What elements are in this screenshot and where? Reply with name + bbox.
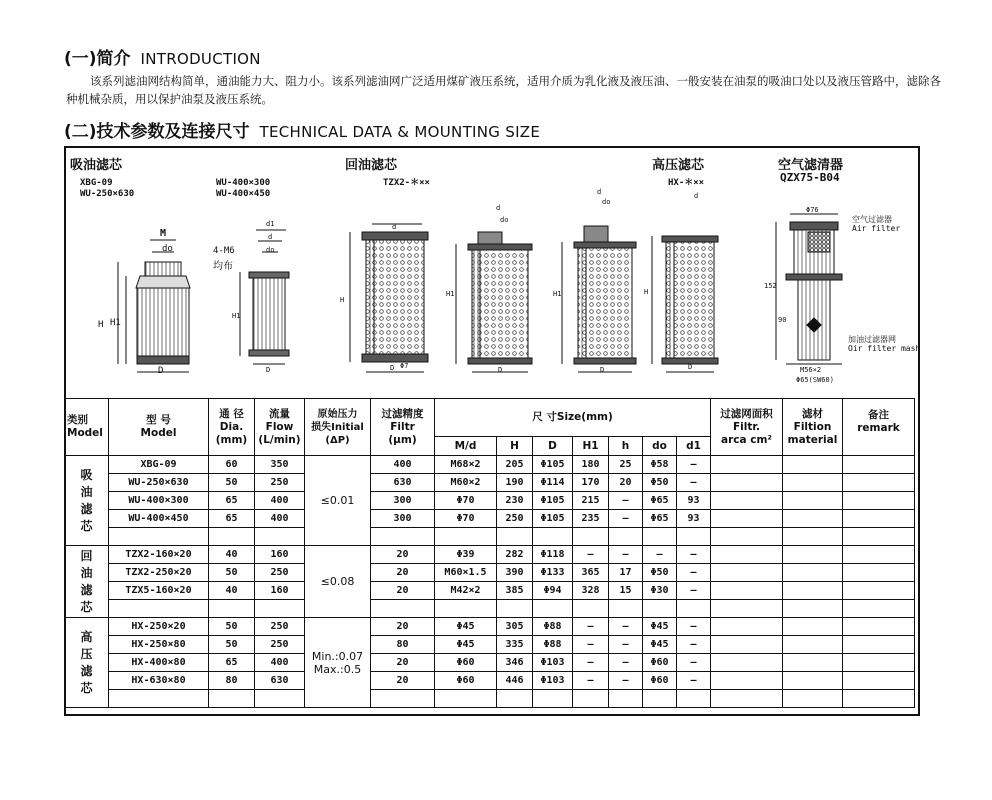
empty-cell: [843, 474, 915, 492]
cell-h: –: [609, 636, 643, 654]
cell-do: Φ60: [643, 672, 677, 690]
empty-cell: [711, 654, 783, 672]
label-D-3: D: [390, 364, 395, 372]
empty-cell: [783, 618, 843, 636]
drawing-return-1: [350, 224, 428, 372]
empty-cell: [711, 618, 783, 636]
cell-d1: –: [677, 456, 711, 474]
cell-flow: 250: [255, 474, 305, 492]
cell-filtr: 300: [371, 492, 435, 510]
cell-h: –: [609, 654, 643, 672]
drawing-return-2: [456, 232, 532, 372]
cell-do: Φ60: [643, 654, 677, 672]
cell-d1: –: [677, 654, 711, 672]
label-H-3: H: [340, 296, 345, 304]
label-D-6: D: [688, 363, 693, 371]
cell-do: Φ45: [643, 618, 677, 636]
cell-flow: 400: [255, 510, 305, 528]
section-2-title-en: TECHNICAL DATA & MOUNTING SIZE: [259, 123, 541, 141]
empty-cell: [843, 690, 915, 708]
cell-do: Φ65: [643, 510, 677, 528]
cell-do: –: [643, 546, 677, 564]
empty-cell: [711, 492, 783, 510]
air-filter-title: 空气滤清器: [778, 158, 844, 173]
label-H1-2: H1: [232, 312, 241, 320]
label-d-3: d: [392, 223, 397, 231]
cell-flow: 400: [255, 654, 305, 672]
cell-model: WU-400×450: [109, 510, 209, 528]
cell-do: Φ30: [643, 582, 677, 600]
empty-cell: [711, 564, 783, 582]
empty-cell: [609, 690, 643, 708]
cell-d1: –: [677, 474, 711, 492]
empty-cell: [711, 690, 783, 708]
cell-dia: 65: [209, 492, 255, 510]
blank-row: [65, 528, 915, 546]
header-area: 过滤网面积 Filtr. arca cm²: [711, 399, 783, 456]
empty-cell: [255, 690, 305, 708]
table-row: [65, 510, 915, 528]
cell-H: 190: [497, 474, 533, 492]
empty-cell: [497, 690, 533, 708]
air-filter-model: QZX75-B04: [780, 171, 840, 184]
label-phi65: Φ65(SW60): [796, 376, 834, 384]
cell-md: M60×2: [435, 474, 497, 492]
table-row: [65, 654, 915, 672]
empty-cell: [711, 582, 783, 600]
cell-D: Φ118: [533, 546, 573, 564]
label-H-6: H: [644, 288, 649, 296]
label-phi7: Φ7: [400, 362, 409, 370]
empty-cell: [711, 510, 783, 528]
empty-cell: [109, 690, 209, 708]
blank-row: [65, 690, 915, 708]
empty-cell: [255, 600, 305, 618]
label-air-filter-cn: 空气过滤器: [852, 215, 892, 224]
return-filter-model: TZX2-＊××: [383, 178, 430, 188]
table-row: [65, 636, 915, 654]
cell-D: Φ114: [533, 474, 573, 492]
cell-H: 390: [497, 564, 533, 582]
group-pressure-0: ≤0.01: [305, 456, 371, 546]
label-d-4: d: [496, 204, 501, 212]
label-d-1: d: [268, 233, 273, 241]
cell-h: –: [609, 546, 643, 564]
empty-cell: [711, 474, 783, 492]
empty-cell: [497, 528, 533, 546]
cell-D: Φ105: [533, 510, 573, 528]
suction-models-b: WU-400×300 WU-400×450: [216, 178, 271, 199]
cell-H: 250: [497, 510, 533, 528]
cell-H: 385: [497, 582, 533, 600]
cell-d1: 93: [677, 510, 711, 528]
return-filter-title: 回油滤芯: [345, 158, 398, 173]
cell-h: 15: [609, 582, 643, 600]
cell-filtr: 20: [371, 672, 435, 690]
cell-d1: –: [677, 564, 711, 582]
cell-filtr: 630: [371, 474, 435, 492]
label-90: 90: [778, 316, 787, 324]
cell-D: Φ105: [533, 456, 573, 474]
cell-dia: 50: [209, 564, 255, 582]
header-sub-0: M/d: [435, 437, 497, 456]
empty-cell: [783, 510, 843, 528]
group-name-1: [65, 546, 109, 618]
cell-H1: –: [573, 618, 609, 636]
cell-H1: 180: [573, 456, 609, 474]
empty-cell: [711, 528, 783, 546]
empty-cell: [783, 492, 843, 510]
empty-cell: [609, 528, 643, 546]
empty-cell: [783, 654, 843, 672]
label-do-5: do: [602, 198, 611, 206]
header-filtr: 过滤精度 Filtr (μm): [371, 399, 435, 456]
label-152: 152: [764, 282, 777, 290]
blank-row: [65, 600, 915, 618]
suction-filter-title: 吸油滤芯: [70, 158, 123, 173]
cell-H1: 170: [573, 474, 609, 492]
cell-d1: 93: [677, 492, 711, 510]
label-do-1: do: [162, 244, 173, 254]
label-H1-1: H1: [110, 318, 121, 328]
empty-cell: [209, 528, 255, 546]
cell-h: –: [609, 492, 643, 510]
header-dia: 通 径 Dia. (mm): [209, 399, 255, 456]
cell-filtr: 20: [371, 582, 435, 600]
cell-H1: –: [573, 654, 609, 672]
cell-dia: 50: [209, 618, 255, 636]
header-sub-4: h: [609, 437, 643, 456]
empty-cell: [533, 600, 573, 618]
empty-cell: [783, 528, 843, 546]
empty-cell: [783, 456, 843, 474]
drawing-air-filter: [776, 214, 842, 364]
cell-H: 346: [497, 654, 533, 672]
table-row: [65, 456, 915, 474]
group-name-2: [65, 618, 109, 708]
cell-H1: 235: [573, 510, 609, 528]
table-row: [65, 474, 915, 492]
header-sub-1: H: [497, 437, 533, 456]
cell-flow: 160: [255, 582, 305, 600]
table-row: [65, 618, 915, 636]
cell-dia: 50: [209, 474, 255, 492]
label-D-1: D: [158, 366, 164, 376]
header-flow: 流量 Flow (L/min): [255, 399, 305, 456]
cell-H1: 328: [573, 582, 609, 600]
label-H1-4: H1: [446, 290, 455, 298]
empty-cell: [109, 600, 209, 618]
cell-d1: –: [677, 582, 711, 600]
empty-cell: [209, 690, 255, 708]
cell-H: 282: [497, 546, 533, 564]
cell-filtr: 400: [371, 456, 435, 474]
cell-d1: –: [677, 636, 711, 654]
cell-model: HX-250×20: [109, 618, 209, 636]
spec-table: [64, 398, 915, 708]
cell-D: Φ88: [533, 636, 573, 654]
header-material: 滤材 Filtion material: [783, 399, 843, 456]
empty-cell: [711, 456, 783, 474]
cell-filtr: 300: [371, 510, 435, 528]
table-row: [65, 492, 915, 510]
label-D-4: D: [498, 366, 503, 374]
cell-do: Φ50: [643, 564, 677, 582]
cell-filtr: 20: [371, 546, 435, 564]
cell-h: 17: [609, 564, 643, 582]
table-row: [65, 582, 915, 600]
cell-H1: 365: [573, 564, 609, 582]
empty-cell: [783, 564, 843, 582]
cell-dia: 40: [209, 582, 255, 600]
empty-cell: [843, 600, 915, 618]
empty-cell: [109, 528, 209, 546]
empty-cell: [371, 600, 435, 618]
cell-model: WU-400×300: [109, 492, 209, 510]
drawing-return-3: [562, 226, 636, 372]
empty-cell: [573, 690, 609, 708]
label-bolt: 4-M6: [213, 246, 235, 256]
empty-cell: [843, 636, 915, 654]
intro-paragraph: 该系列滤油网结构简单，通油能力大、阻力小。该系列滤油网广泛适用煤矿液压系统，适用介质为乳化液及液压油、一般安装在油泵的吸油口处以及液压管路中，滤除各种机械杂质，用以保护油泵及液压系统。: [66, 74, 941, 106]
empty-cell: [843, 510, 915, 528]
cell-h: –: [609, 672, 643, 690]
section-2-title-cn: (二)技术参数及连接尺寸: [64, 122, 250, 142]
cell-model: HX-250×80: [109, 636, 209, 654]
cell-model: WU-250×630: [109, 474, 209, 492]
cell-flow: 630: [255, 672, 305, 690]
cell-h: 25: [609, 456, 643, 474]
label-do-4: do: [500, 216, 509, 224]
empty-cell: [783, 672, 843, 690]
pressure-filter-model: HX-＊××: [668, 178, 705, 188]
empty-cell: [843, 672, 915, 690]
label-air-filter-en: Air filter: [852, 224, 901, 233]
empty-cell: [843, 618, 915, 636]
cell-dia: 65: [209, 510, 255, 528]
empty-cell: [677, 690, 711, 708]
section-1-title-en: INTRODUCTION: [140, 50, 261, 68]
cell-flow: 160: [255, 546, 305, 564]
header-sub-2: D: [533, 437, 573, 456]
empty-cell: [783, 582, 843, 600]
label-evenly: 均布: [213, 261, 233, 272]
cell-model: TZX2-250×20: [109, 564, 209, 582]
empty-cell: [533, 690, 573, 708]
cell-model: XBG-09: [109, 456, 209, 474]
table-row: [65, 564, 915, 582]
label-fill-cn: 加油过滤器网: [848, 335, 896, 344]
cell-D: Φ88: [533, 618, 573, 636]
empty-cell: [609, 600, 643, 618]
group-name-text: 回油滤芯: [80, 548, 93, 614]
cell-dia: 50: [209, 636, 255, 654]
cell-D: Φ103: [533, 654, 573, 672]
label-d-6: d: [694, 192, 699, 200]
cell-do: Φ65: [643, 492, 677, 510]
empty-cell: [783, 474, 843, 492]
cell-md: M42×2: [435, 582, 497, 600]
group-pressure-2: Min.:0.07 Max.:0.5: [305, 618, 371, 708]
header-pressure: 原始压力 损失Initial (ΔP): [305, 399, 371, 456]
header-size: 尺 寸Size(mm): [435, 399, 711, 437]
label-H1-5: H1: [553, 290, 562, 298]
group-name-text: 吸油滤芯: [80, 467, 93, 533]
cell-model: TZX5-160×20: [109, 582, 209, 600]
cell-dia: 40: [209, 546, 255, 564]
empty-cell: [573, 528, 609, 546]
empty-cell: [843, 582, 915, 600]
cell-D: Φ94: [533, 582, 573, 600]
empty-cell: [677, 600, 711, 618]
label-fill-en: Oir filter mash: [848, 344, 921, 353]
cell-md: Φ60: [435, 672, 497, 690]
group-name-0: [65, 456, 109, 546]
empty-cell: [711, 546, 783, 564]
label-m56: M56×2: [800, 366, 822, 374]
cell-dia: 60: [209, 456, 255, 474]
empty-cell: [783, 690, 843, 708]
label-d-5: d: [597, 188, 602, 196]
header-sub-5: do: [643, 437, 677, 456]
cell-do: Φ45: [643, 636, 677, 654]
header-row-1: [65, 399, 915, 437]
header-model: 型 号 Model: [109, 399, 209, 456]
cell-md: Φ39: [435, 546, 497, 564]
cell-D: Φ105: [533, 492, 573, 510]
empty-cell: [643, 690, 677, 708]
empty-cell: [497, 600, 533, 618]
empty-cell: [209, 600, 255, 618]
cell-md: Φ45: [435, 618, 497, 636]
empty-cell: [371, 690, 435, 708]
cell-md: Φ70: [435, 492, 497, 510]
cell-flow: 250: [255, 636, 305, 654]
empty-cell: [533, 528, 573, 546]
cell-H: 446: [497, 672, 533, 690]
suction-models-a: XBG-09 WU-250×630: [80, 178, 135, 199]
label-d1: d1: [266, 220, 275, 228]
cell-filtr: 20: [371, 654, 435, 672]
label-M: M: [160, 228, 167, 239]
cell-H1: –: [573, 672, 609, 690]
cell-H: 205: [497, 456, 533, 474]
cell-d1: –: [677, 618, 711, 636]
cell-flow: 350: [255, 456, 305, 474]
empty-cell: [843, 456, 915, 474]
header-remark: 备注 remark: [843, 399, 915, 456]
cell-H: 335: [497, 636, 533, 654]
cell-filtr: 20: [371, 564, 435, 582]
cell-d1: –: [677, 672, 711, 690]
cell-h: –: [609, 510, 643, 528]
label-D-2: D: [266, 366, 271, 374]
cell-flow: 250: [255, 618, 305, 636]
empty-cell: [435, 690, 497, 708]
cell-md: M60×1.5: [435, 564, 497, 582]
cell-H1: 215: [573, 492, 609, 510]
empty-cell: [843, 654, 915, 672]
group-name-text: 高压滤芯: [80, 629, 93, 695]
cell-filtr: 80: [371, 636, 435, 654]
cell-do: Φ58: [643, 456, 677, 474]
cell-H1: –: [573, 546, 609, 564]
cell-flow: 250: [255, 564, 305, 582]
label-D-5: D: [600, 366, 605, 374]
cell-dia: 65: [209, 654, 255, 672]
group-pressure-1: ≤0.08: [305, 546, 371, 618]
cell-model: HX-400×80: [109, 654, 209, 672]
empty-cell: [255, 528, 305, 546]
cell-md: Φ45: [435, 636, 497, 654]
cell-md: M68×2: [435, 456, 497, 474]
empty-cell: [843, 564, 915, 582]
cell-md: Φ70: [435, 510, 497, 528]
empty-cell: [711, 636, 783, 654]
table-row: [65, 546, 915, 564]
label-do-2: do: [266, 246, 275, 254]
cell-do: Φ50: [643, 474, 677, 492]
empty-cell: [371, 528, 435, 546]
cell-D: Φ133: [533, 564, 573, 582]
section-1-title-cn: (一)简介: [64, 49, 131, 69]
cell-D: Φ103: [533, 672, 573, 690]
drawing-pressure: [652, 236, 718, 372]
header-sub-6: d1: [677, 437, 711, 456]
cell-d1: –: [677, 546, 711, 564]
label-H-1: H: [98, 320, 104, 330]
cell-model: HX-630×80: [109, 672, 209, 690]
empty-cell: [643, 600, 677, 618]
empty-cell: [843, 546, 915, 564]
empty-cell: [783, 546, 843, 564]
empty-cell: [435, 528, 497, 546]
empty-cell: [783, 636, 843, 654]
empty-cell: [843, 528, 915, 546]
empty-cell: [435, 600, 497, 618]
empty-cell: [711, 600, 783, 618]
cell-h: 20: [609, 474, 643, 492]
empty-cell: [573, 600, 609, 618]
cell-dia: 80: [209, 672, 255, 690]
label-phi76: Φ76: [806, 206, 819, 214]
drawing-suction-xbg: [118, 240, 190, 372]
empty-cell: [783, 600, 843, 618]
header-sub-3: H1: [573, 437, 609, 456]
cell-filtr: 20: [371, 618, 435, 636]
cell-model: TZX2-160×20: [109, 546, 209, 564]
cell-H: 230: [497, 492, 533, 510]
table-row: [65, 672, 915, 690]
drawing-suction-wu: [240, 230, 289, 364]
cell-flow: 400: [255, 492, 305, 510]
cell-H1: –: [573, 636, 609, 654]
cell-h: –: [609, 618, 643, 636]
empty-cell: [711, 672, 783, 690]
cell-H: 305: [497, 618, 533, 636]
empty-cell: [843, 492, 915, 510]
empty-cell: [643, 528, 677, 546]
empty-cell: [677, 528, 711, 546]
pressure-filter-title: 高压滤芯: [652, 158, 705, 173]
header-category: 类别 Model: [65, 399, 109, 456]
cell-md: Φ60: [435, 654, 497, 672]
